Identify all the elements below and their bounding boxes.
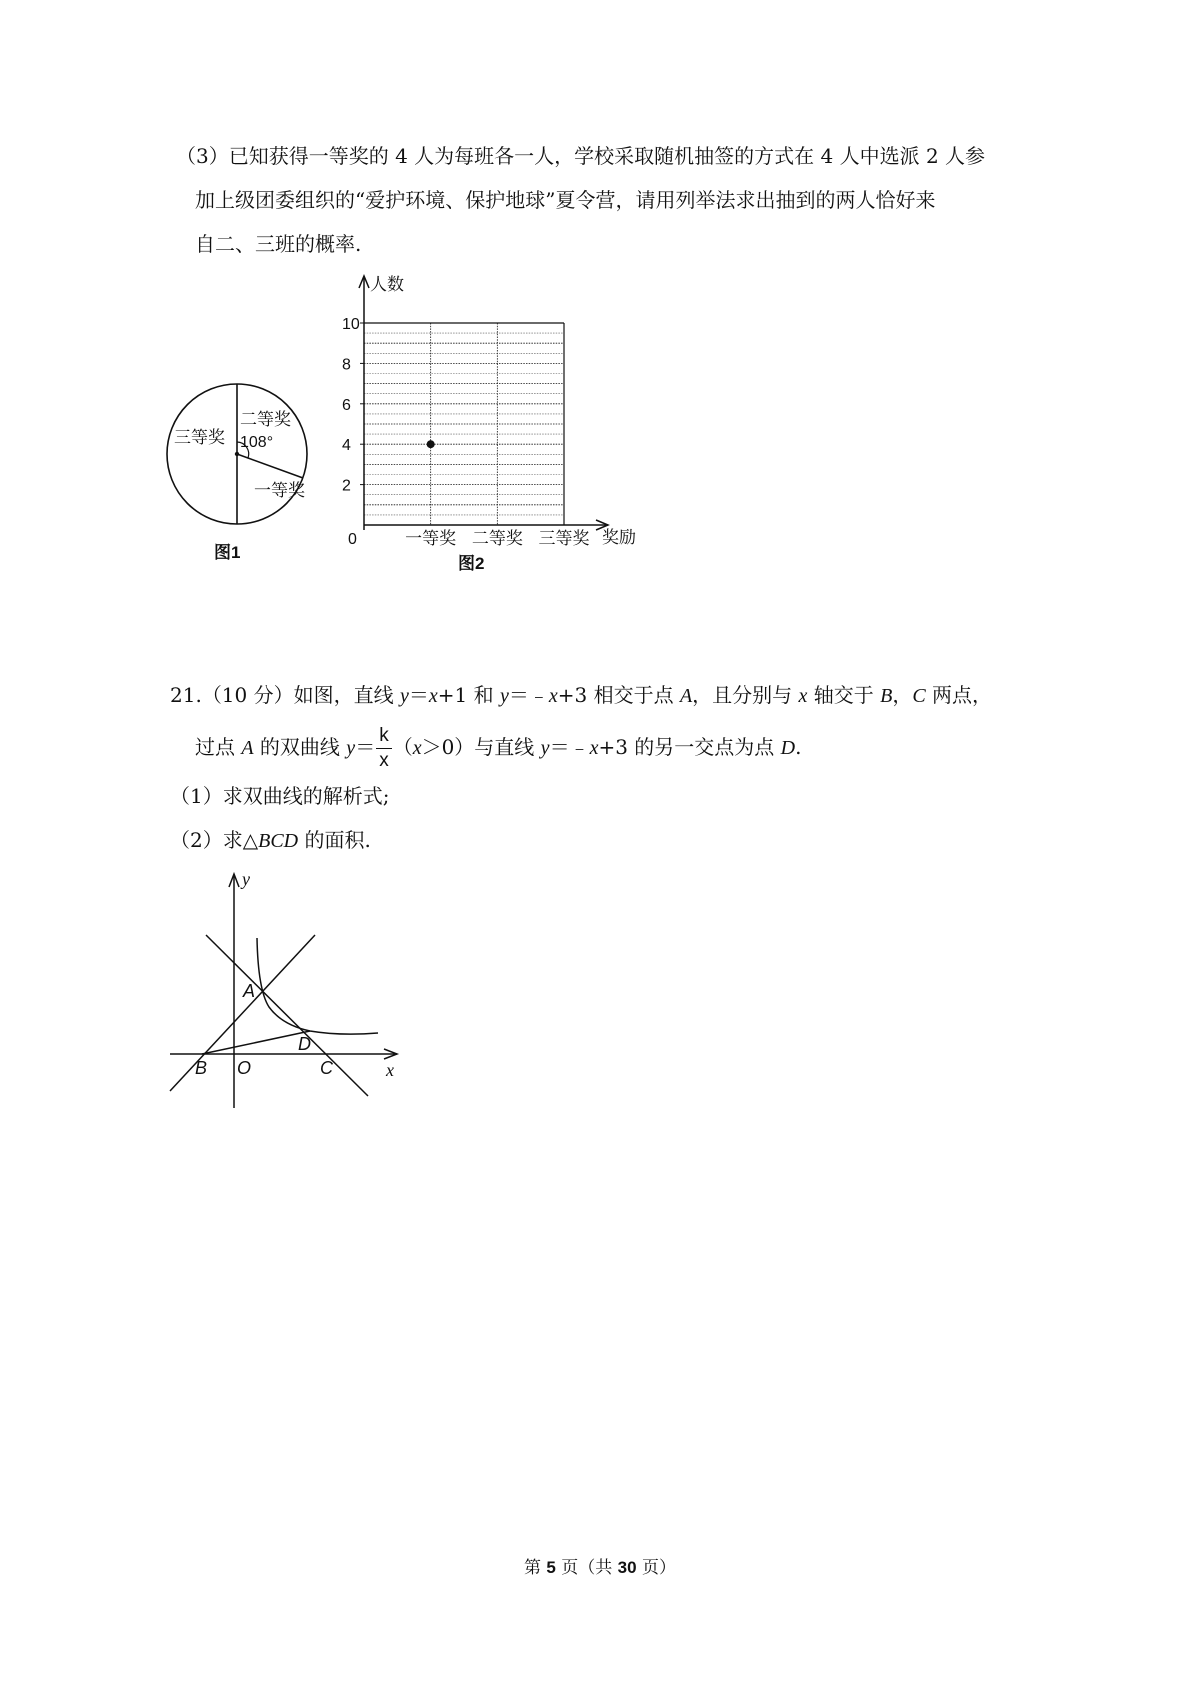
point-O-label: O [237, 1058, 252, 1078]
coordinate-figure [160, 865, 420, 1115]
fraction-numerator: k [376, 726, 392, 749]
q3-line2: 加上级团委组织的“爱护环境、保护地球”夏令营，请用列举法求出抽到的两人恰好来 [195, 188, 936, 212]
line-y-eq-neg-x-plus-3 [206, 935, 368, 1096]
pie-label-first: 一等奖 [254, 481, 305, 500]
text: （2）求△ [170, 828, 259, 852]
x-axis-label: 奖励 [602, 528, 636, 547]
point-label: A [679, 685, 693, 707]
pie-center [235, 452, 239, 456]
pie-angle-label: 108° [240, 434, 274, 451]
chart-marks [427, 440, 435, 448]
q21-score: （10 分）如图，直线 [201, 683, 400, 707]
page-number: 5 [546, 1558, 556, 1577]
y-axis-label: 人数 [370, 275, 404, 294]
text: （ [392, 735, 413, 759]
y-tick-label: 8 [342, 356, 351, 374]
q3-line1: （3）已知获得一等奖的 4 人为每班各一人，学校采取随机抽签的方式在 4 人中选派 2 人参 [176, 144, 986, 168]
point-label: C [912, 685, 926, 707]
var: y [499, 685, 509, 707]
text: 轴交于 [807, 683, 881, 707]
fraction-k-over-x [376, 726, 392, 771]
pie-figure [160, 370, 320, 570]
text: 页） [636, 1558, 676, 1578]
data-point [427, 440, 435, 448]
point-label: D [780, 737, 796, 759]
text: 过点 [195, 735, 242, 759]
var: y [399, 685, 409, 707]
fraction-denominator: x [379, 750, 389, 771]
pie-label-third: 三等奖 [174, 428, 225, 447]
y-tick-label: 2 [342, 477, 351, 495]
text: ＝ [408, 683, 429, 707]
point-label: A [241, 737, 254, 759]
var: y [540, 737, 550, 759]
text: +1 和 [437, 683, 500, 707]
q21-sub1: （1）求双曲线的解析式; [170, 784, 390, 808]
text: 的双曲线 [253, 735, 347, 759]
origin-label: 0 [348, 531, 357, 548]
pie-divider-slant [237, 454, 303, 478]
x-tick-label: 二等奖 [471, 529, 523, 548]
text: 的面积. [298, 828, 371, 852]
text: ＞0）与直线 [421, 735, 541, 759]
text: ＝﹣ [508, 683, 549, 707]
page-total: 30 [617, 1558, 637, 1577]
fig2-caption: 图2 [458, 554, 485, 573]
var: x [589, 737, 599, 759]
text: ，且分别与 [692, 683, 799, 707]
y-tick-label: 10 [342, 316, 360, 333]
q21-line2 [195, 724, 801, 771]
var: x [428, 685, 438, 707]
x-label: x [386, 1060, 394, 1080]
text: 页（共 [555, 1558, 618, 1578]
var: y [346, 737, 356, 759]
point-C-label: C [320, 1058, 333, 1078]
text: +3 的另一交点为点 [598, 735, 781, 759]
var: x [412, 737, 422, 759]
q3-line3: 自二、三班的概率. [195, 232, 362, 256]
triangle-label: BCD [258, 830, 299, 852]
point-A-label: A [243, 981, 256, 1001]
pie-label-second: 二等奖 [240, 410, 291, 429]
y-label: y [242, 869, 250, 889]
page-footer [0, 1553, 1200, 1578]
award-chart [340, 268, 660, 588]
y-tick-label: 6 [342, 396, 351, 414]
point-D-label: D [298, 1034, 311, 1054]
segment-BD [202, 1031, 310, 1054]
y-tick-label: 4 [342, 437, 351, 455]
point-B-label: B [195, 1058, 208, 1078]
var: x [548, 685, 558, 707]
text: ＝﹣ [549, 735, 590, 759]
text: ， [892, 683, 913, 707]
text: 第 [523, 1558, 547, 1578]
q21-line1 [170, 681, 992, 710]
x-tick-label: 三等奖 [538, 529, 590, 548]
point-label: B [880, 685, 893, 707]
x-tick-label: 一等奖 [405, 529, 457, 548]
text: 两点， [925, 683, 993, 707]
q21-number: 21. [170, 683, 202, 707]
text: . [795, 735, 802, 759]
text: +3 相交于点 [557, 683, 680, 707]
chart-grid [342, 316, 590, 548]
q21-sub2 [170, 826, 371, 855]
text: ＝ [355, 735, 376, 759]
var: x [798, 685, 808, 707]
hyperbola-curve [257, 938, 378, 1034]
fig1-caption: 图1 [214, 543, 241, 562]
